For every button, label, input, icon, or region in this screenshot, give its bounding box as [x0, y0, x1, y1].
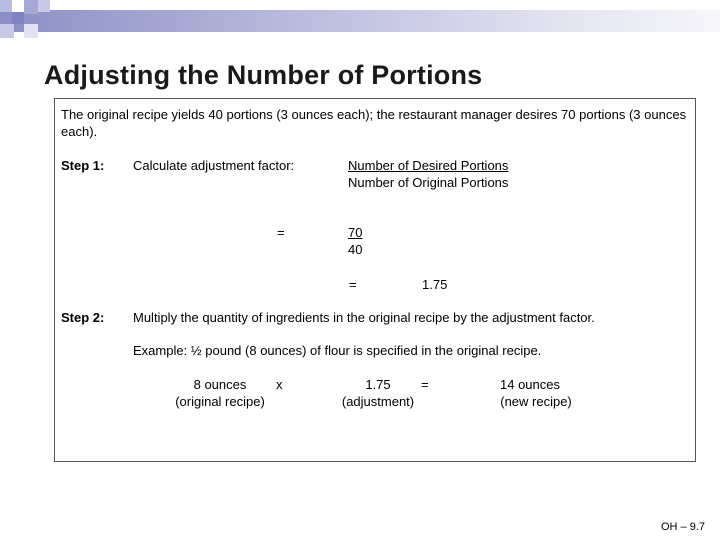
new-label: (new recipe)	[500, 394, 572, 409]
denominator-value: 40	[348, 242, 363, 257]
adjustment-factor-result: 1.75	[422, 277, 448, 292]
equals-sign: =	[277, 225, 285, 240]
formula-numerator: Number of Desired Portions	[348, 158, 509, 173]
formula-denominator: Number of Original Portions	[348, 175, 509, 190]
example-text: Example: ½ pound (8 ounces) of flour is specified in the original recipe.	[133, 343, 542, 358]
step1-label: Step 1:	[61, 158, 105, 173]
equals-sign: =	[349, 277, 357, 292]
original-label: (original recipe)	[175, 394, 265, 409]
slide-title: Adjusting the Number of Portions	[44, 60, 483, 90]
factor-label: (adjustment)	[341, 394, 415, 409]
intro-text: The original recipe yields 40 portions (3 ounces each); the restaurant manager desires 70 portions (3 ounces each).	[61, 107, 687, 139]
decorative-square	[12, 0, 24, 12]
numerator-value: 70	[348, 225, 363, 240]
new-value: 14 ounces	[500, 377, 560, 392]
decorative-square	[0, 0, 12, 12]
decorative-square	[12, 12, 24, 24]
decorative-square	[24, 24, 38, 38]
equals-sign: =	[421, 377, 429, 392]
decorative-square	[38, 0, 50, 12]
step2-text: Multiply the quantity of ingredients in the original recipe by the adjustment factor.	[133, 310, 595, 325]
step2-label: Step 2:	[61, 310, 105, 325]
original-value: 8 ounces	[193, 377, 247, 392]
slide-number: OH – 9.7	[660, 521, 705, 533]
decorative-square	[0, 24, 14, 38]
decorative-square	[24, 0, 38, 14]
step1-text: Calculate adjustment factor:	[133, 158, 295, 173]
times-sign: x	[276, 377, 283, 392]
factor-value: 1.75	[365, 377, 391, 392]
header-band	[0, 10, 720, 32]
